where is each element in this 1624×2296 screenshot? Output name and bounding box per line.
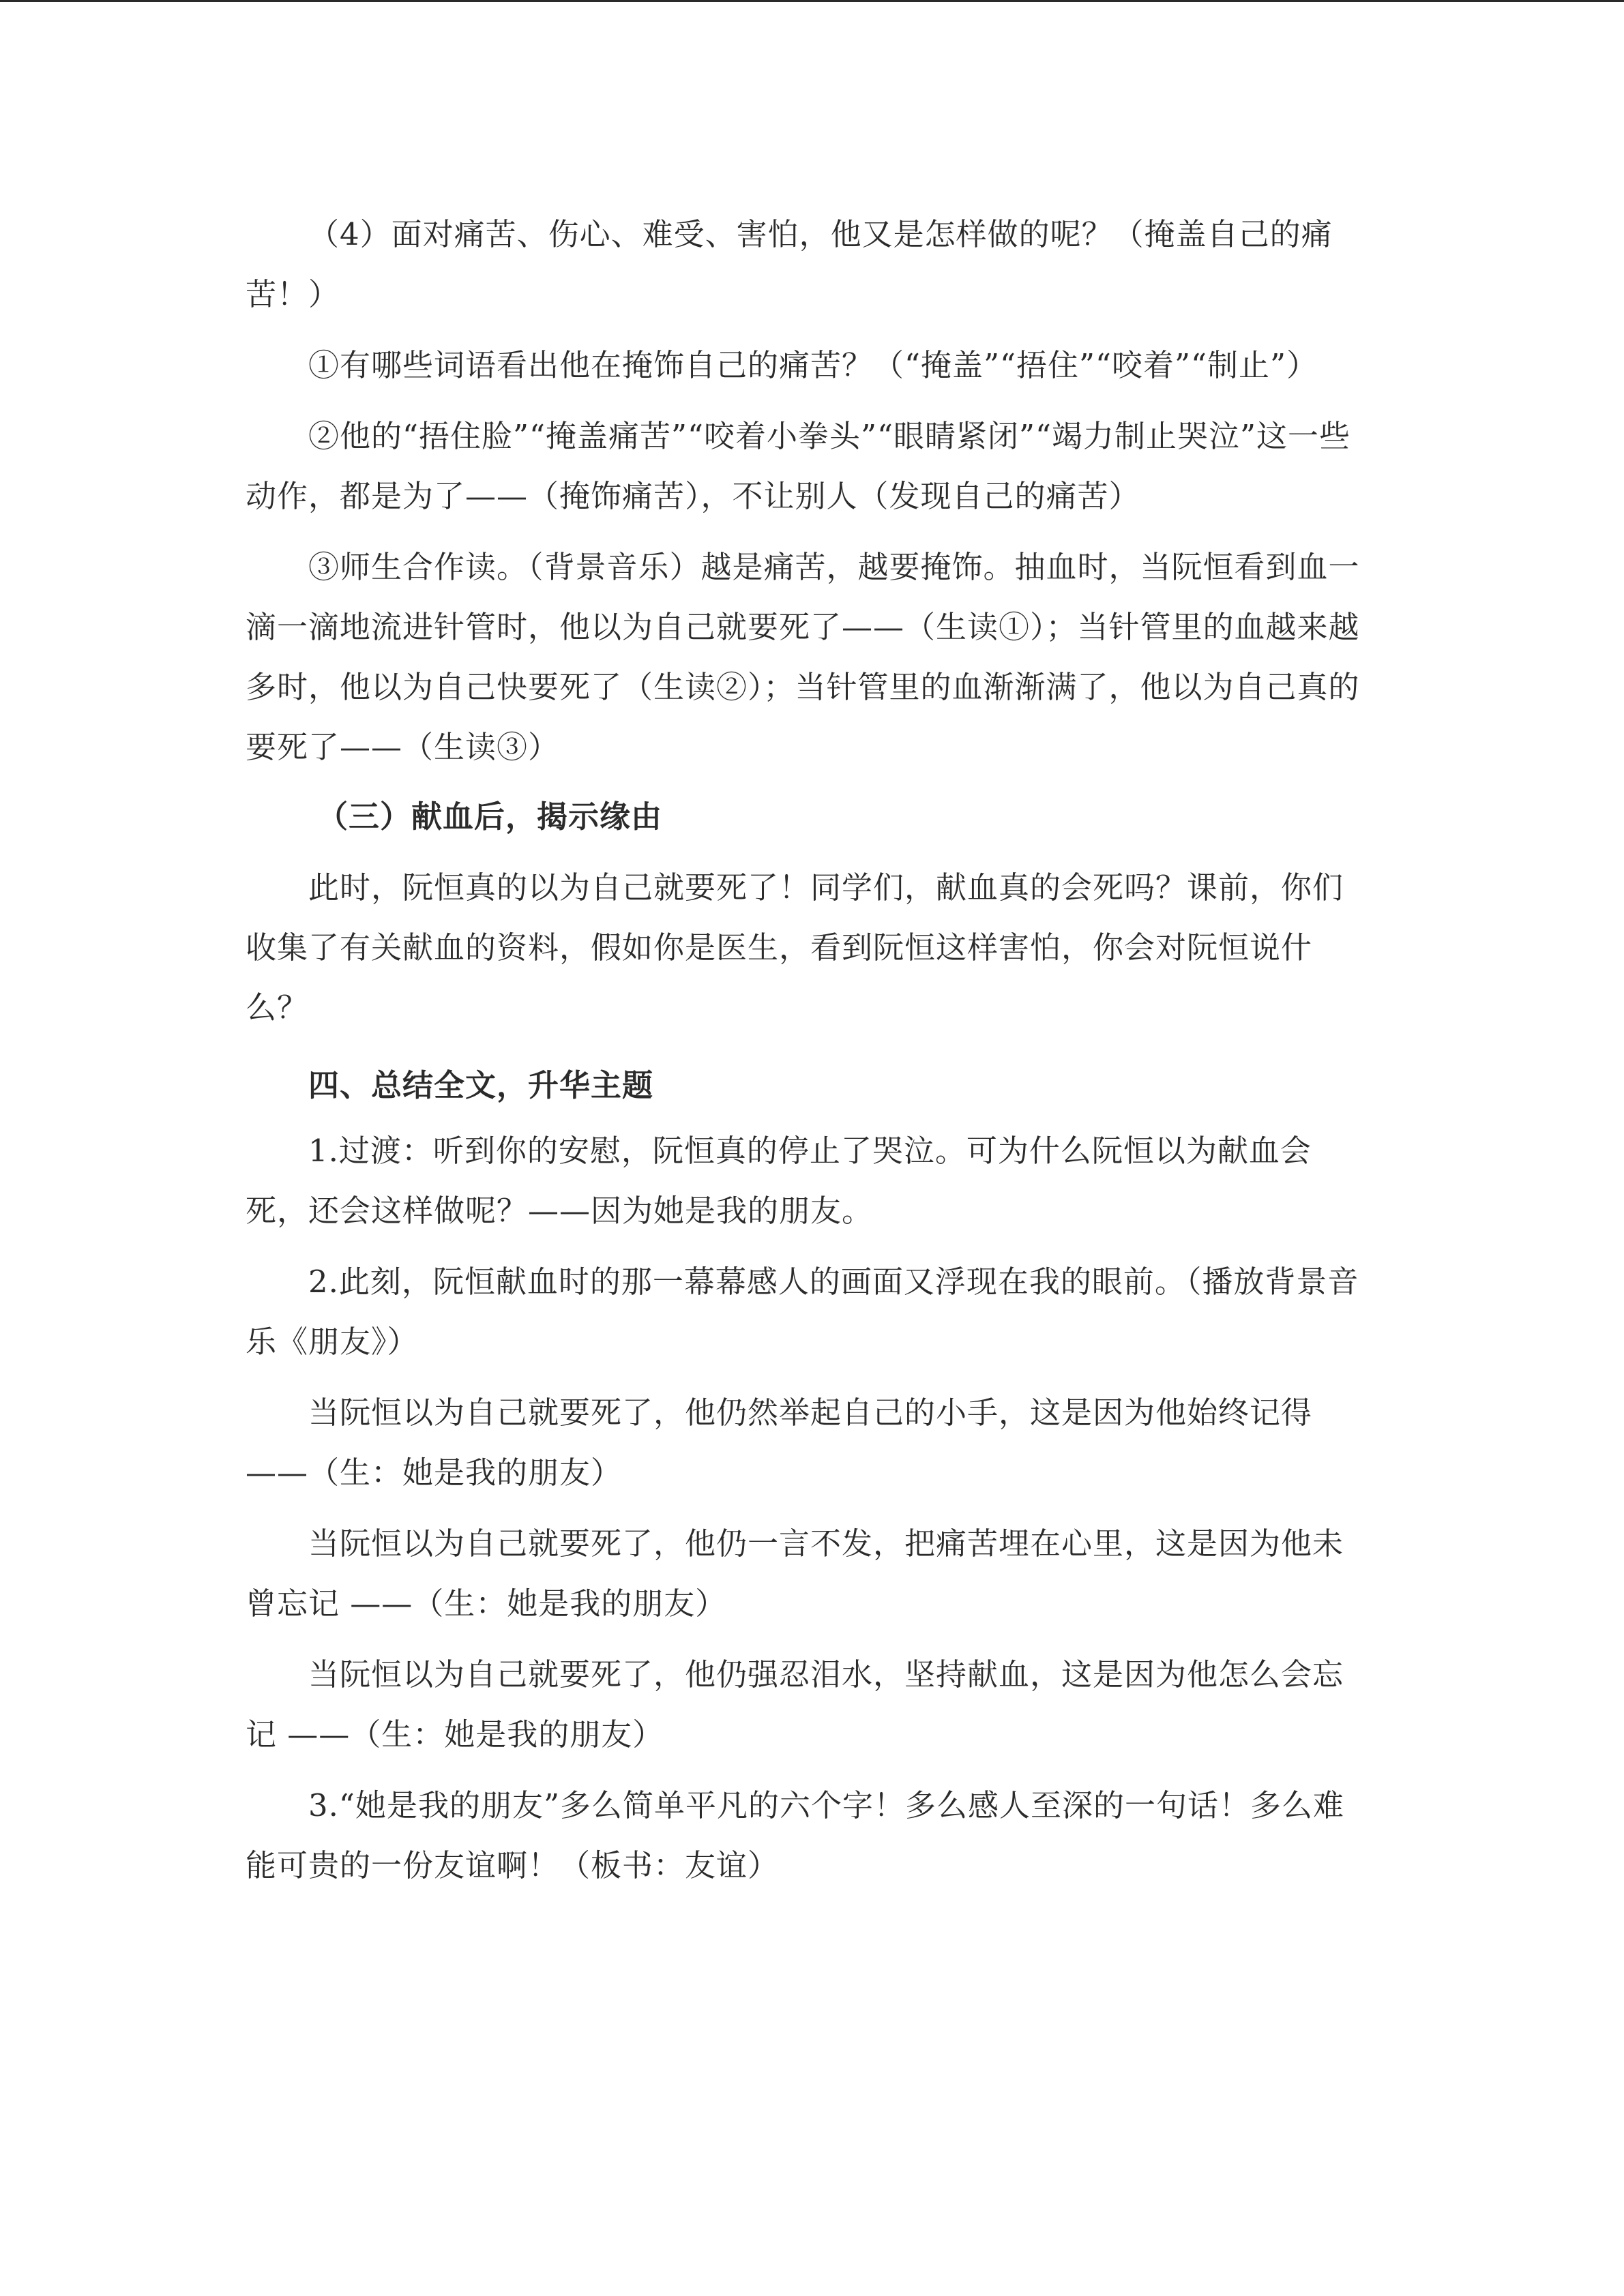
paragraph-point-1: ①有哪些词语看出他在掩饰自己的痛苦？（“掩盖”“捂住”“咬着”“制止”） (308, 347, 1318, 383)
paragraph-summary-3: 3.“她是我的朋友”多么简单平凡的六个字！多么感人至深的一句话！多么难能可贵的一份友谊啊！（板书：友谊） (246, 1787, 1344, 1883)
page-top-border (0, 0, 1624, 2)
paragraph-summary-2: 2.此刻，阮恒献血时的那一幕幕感人的画面又浮现在我的眼前。（播放背景音乐《朋友》） (246, 1264, 1359, 1360)
document-body (246, 205, 1372, 1896)
paragraph-recall-3: 当阮恒以为自己就要死了，他仍强忍泪水，坚持献血，这是因为他怎么会忘记 ——（生：她是我的朋友） (246, 1656, 1344, 1753)
section-heading-3: （三）献血后，揭示缘由 (317, 799, 663, 835)
paragraph-recall-1: 当阮恒以为自己就要死了，他仍然举起自己的小手，这是因为他始终记得——（生：她是我的朋友） (246, 1395, 1313, 1491)
section-heading-4: 四、总结全文，升华主题 (308, 1067, 654, 1103)
paragraph-point-2: ②他的“捂住脸”“掩盖痛苦”“咬着小拳头”“眼睛紧闭”“竭力制止哭泣”这一些动作，都是为了——（掩饰痛苦），不让别人（发现自己的痛苦） (246, 418, 1351, 514)
paragraph-question-4: （4）面对痛苦、伤心、难受、害怕，他又是怎样做的呢？（掩盖自己的痛苦！） (246, 216, 1333, 312)
paragraph-recall-2: 当阮恒以为自己就要死了，他仍一言不发，把痛苦埋在心里，这是因为他未曾忘记 ——（生：她是我的朋友） (246, 1525, 1344, 1622)
paragraph-point-3: ③师生合作读。（背景音乐）越是痛苦，越要掩饰。抽血时，当阮恒看到血一滴一滴地流进针管时，他以为自己就要死了——（生读①）；当针管里的血越来越多时，他以为自己快要死了（生读②）；当针管里的血渐渐满了，他以为自己真的要死了——（生读③） (246, 549, 1360, 765)
paragraph-summary-1: 1.过渡：听到你的安慰，阮恒真的停止了哭泣。可为什么阮恒以为献血会死，还会这样做呢？——因为她是我的朋友。 (246, 1133, 1312, 1229)
paragraph-after-donation: 此时，阮恒真的以为自己就要死了！同学们，献血真的会死吗？课前，你们收集了有关献血的资料，假如你是医生，看到阮恒这样害怕，你会对阮恒说什么？ (246, 869, 1344, 1026)
